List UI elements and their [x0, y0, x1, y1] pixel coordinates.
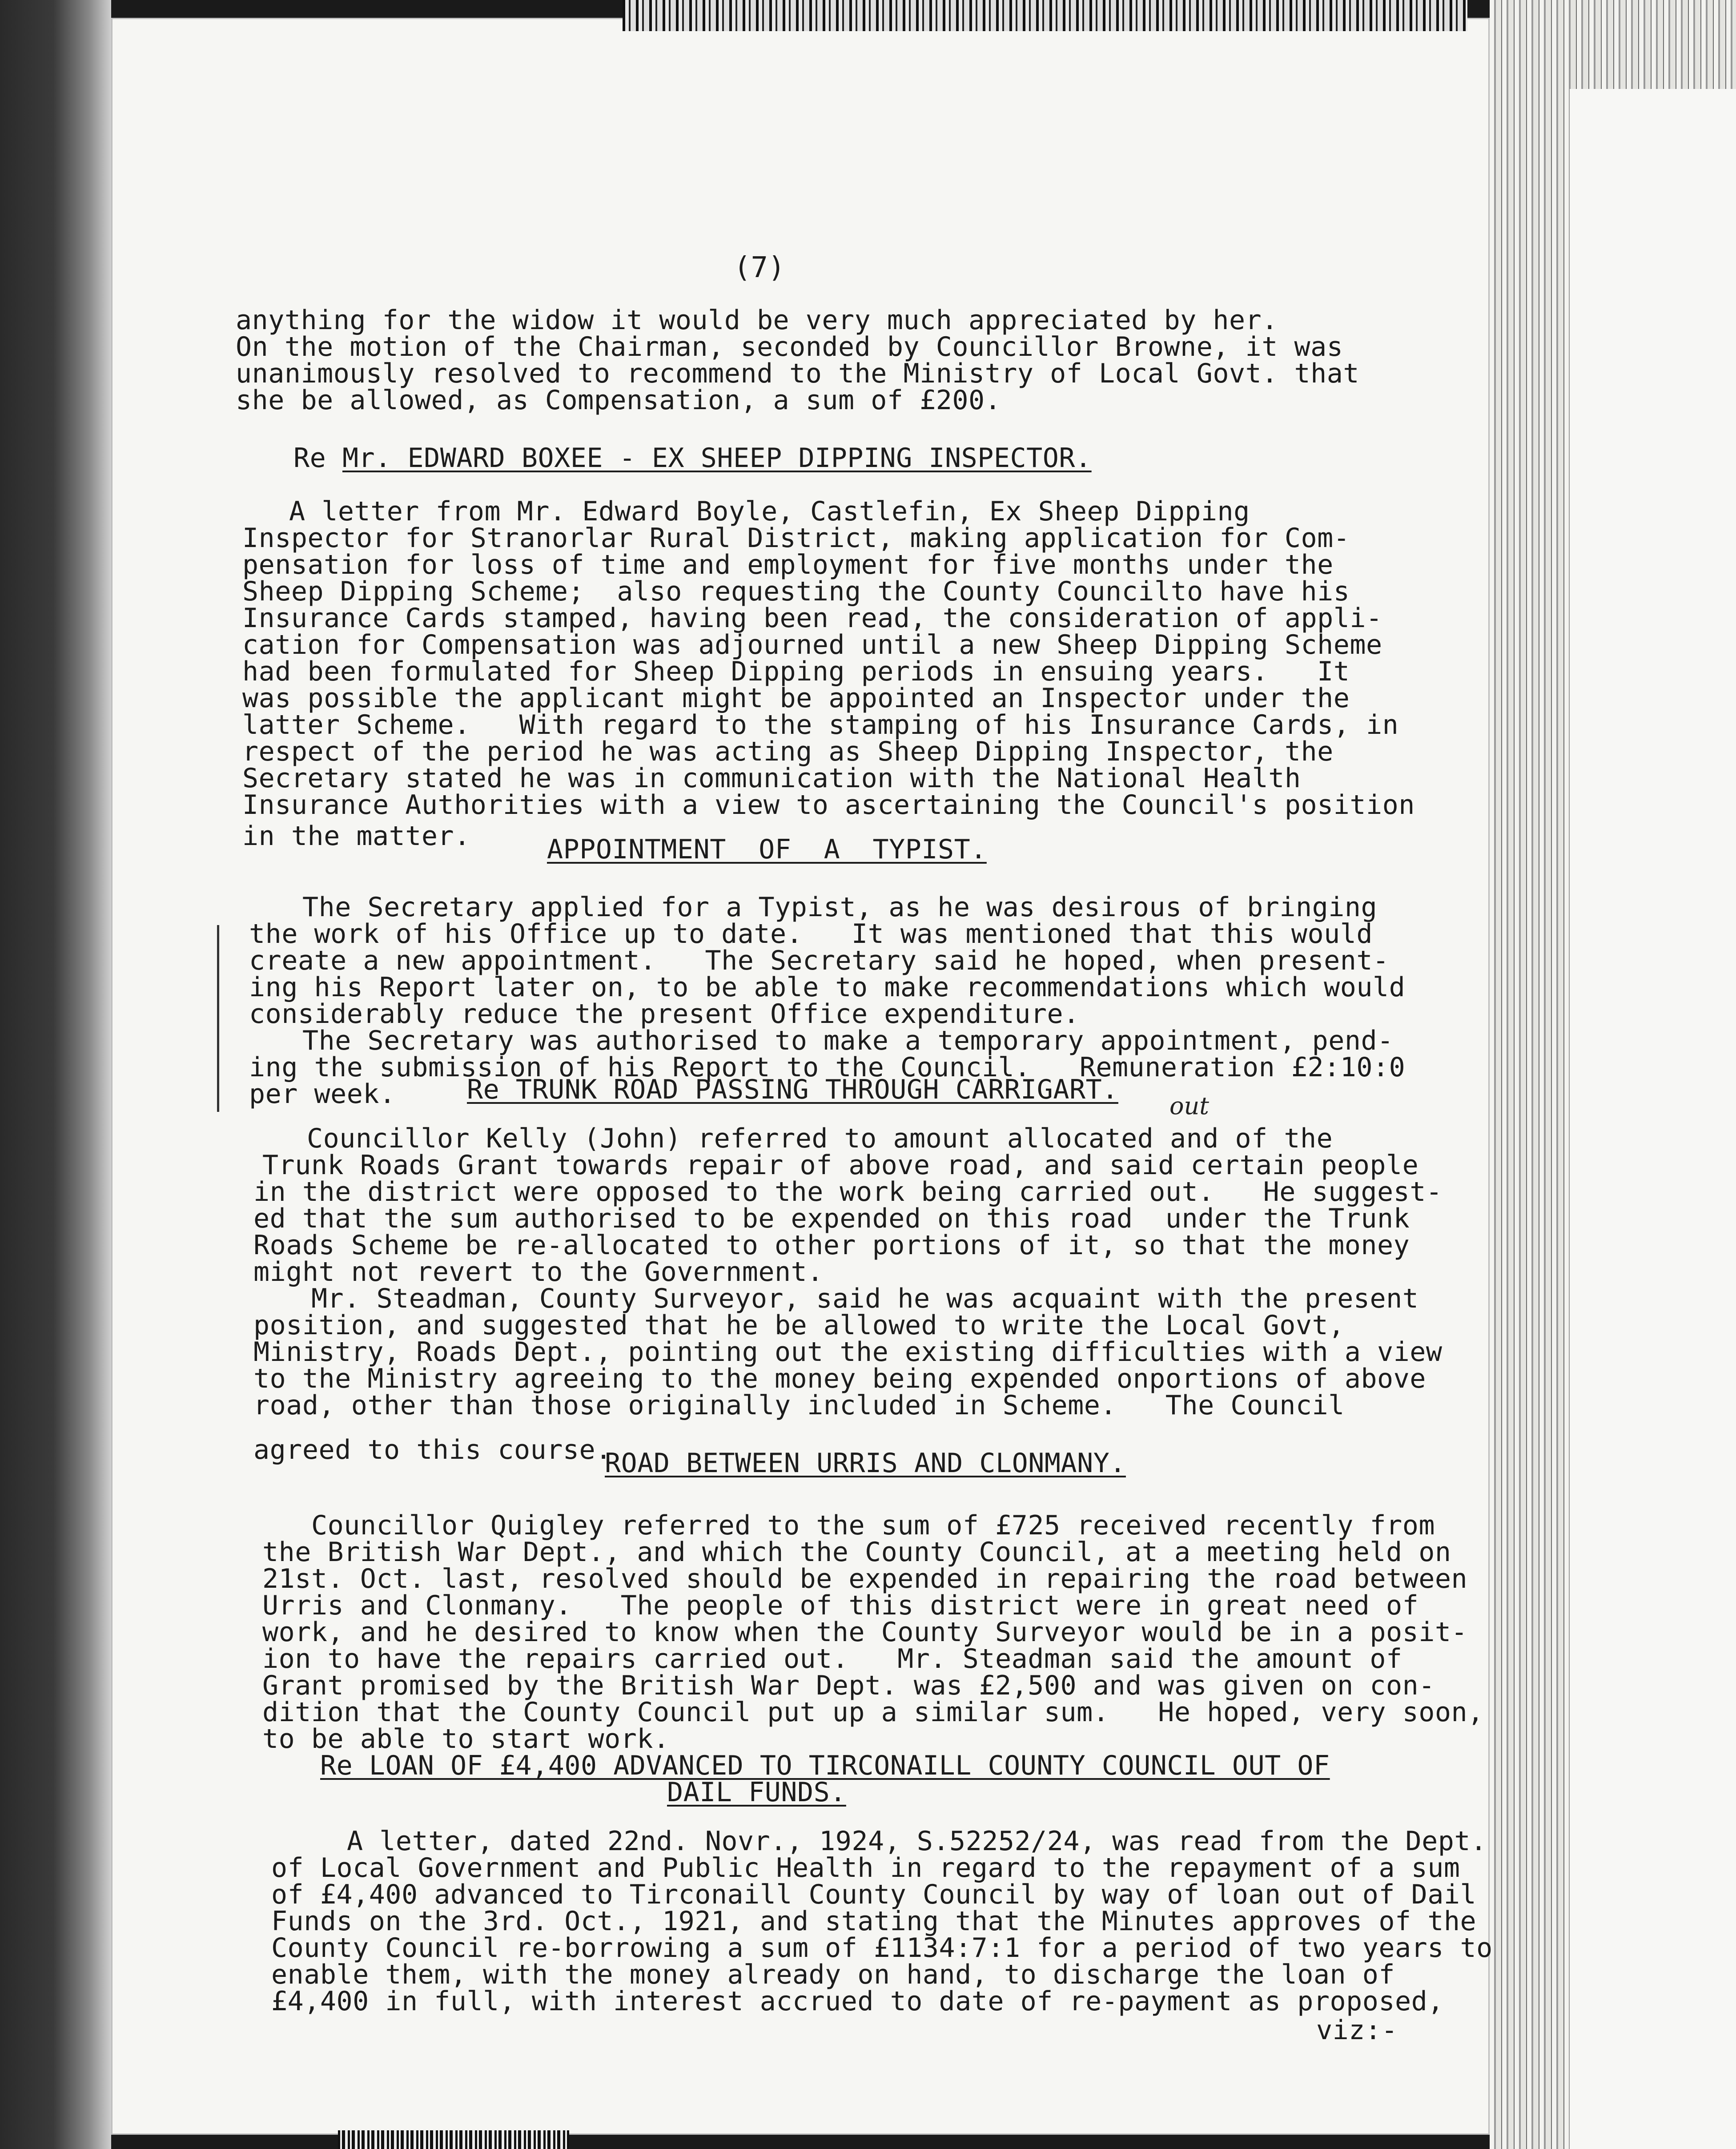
text-line: A letter from Mr. Edward Boyle, Castlefin, Ex Sheep Dipping [289, 496, 1250, 527]
text-line: Urris and Clonmany. The people of this district were in great need of [262, 1590, 1419, 1621]
text-line: to the Ministry agreeing to the money being expended onportions of above [253, 1363, 1426, 1394]
text-line: the work of his Office up to date. It was mentioned that this would [249, 918, 1373, 950]
text-line: viz:- [1316, 2015, 1398, 2046]
page-number: (7) [734, 251, 785, 284]
text-line: ing his Report later on, to be able to make recommendations which would [249, 972, 1406, 1003]
text-line: considerably reduce the present Office expenditure. [249, 998, 1080, 1030]
text-line: latter Scheme. With regard to the stamping of his Insurance Cards, in [242, 709, 1399, 740]
text-line: ing the submission of his Report to the Council. Remuneration £2:10:0 [249, 1052, 1406, 1083]
text-line: work, and he desired to know when the County Surveyor would be in a posit- [262, 1617, 1468, 1648]
text-line: 21st. Oct. last, resolved should be expended in repairing the road between [262, 1563, 1468, 1594]
text-line: of Local Government and Public Health in regard to the repayment of a sum [271, 1852, 1460, 1883]
text-line: ion to have the repairs carried out. Mr. Steadman said the amount of [262, 1643, 1402, 1674]
text-line: road, other than those originally included in Scheme. The Council [253, 1390, 1345, 1421]
text-line: pensation for loss of time and employment for five months under the [242, 549, 1334, 580]
section-heading: Re TRUNK ROAD PASSING THROUGH CARRIGART. [467, 1074, 1118, 1105]
text-line: ed that the sum authorised to be expended on this road under the Trunk [253, 1203, 1410, 1234]
text-line: The Secretary was authorised to make a temporary appointment, pend- [302, 1025, 1394, 1056]
text-line: create a new appointment. The Secretary said he hoped, when present- [249, 945, 1389, 976]
text-line: dition that the County Council put up a similar sum. He hoped, very soon, [262, 1697, 1484, 1728]
text-line: in the matter. [242, 821, 470, 852]
text-line: was possible the applicant might be appointed an Inspector under the [242, 683, 1350, 714]
text-line: Secretary stated he was in communication with the National Health [242, 763, 1301, 794]
text-line: On the motion of the Chairman, seconded by Councillor Browne, it was [236, 331, 1343, 362]
text-line: Inspector for Stranorlar Rural District, making application for Com- [242, 523, 1350, 554]
text-line: the British War Dept., and which the County Council, at a meeting held on [262, 1537, 1451, 1568]
text-line: Ministry, Roads Dept., pointing out the existing difficulties with a view [253, 1336, 1443, 1368]
section-heading: APPOINTMENT OF A TYPIST. [547, 834, 987, 865]
text-line: Insurance Authorities with a view to ascertaining the Council's position [242, 789, 1415, 821]
section-prefix: Re [293, 443, 342, 474]
text-line: Trunk Roads Grant towards repair of above road, and said certain people [262, 1150, 1419, 1181]
section-heading: ROAD BETWEEN URRIS AND CLONMANY. [605, 1448, 1126, 1479]
text-line: agreed to this course. [253, 1434, 612, 1465]
text-line: Grant promised by the British War Dept. was £2,500 and was given on con- [262, 1670, 1435, 1701]
section-heading-continued: DAIL FUNDS. [667, 1777, 846, 1808]
text-line: Mr. Steadman, County Surveyor, said he was acquaint with the present [311, 1283, 1419, 1314]
text-line: Sheep Dipping Scheme; also requesting the County Councilto have his [242, 576, 1350, 607]
text-line: Councillor Kelly (John) referred to amount allocated and of the [307, 1123, 1333, 1154]
text-line: The Secretary applied for a Typist, as he was desirous of bringing [302, 892, 1378, 923]
text-line: Roads Scheme be re-allocated to other portions of it, so that the money [253, 1230, 1410, 1261]
section-heading: Re LOAN OF £4,400 ADVANCED TO TIRCONAILL COUNTY COUNCIL OUT OF [320, 1750, 1330, 1781]
text-line: anything for the widow it would be very much appreciated by her. [236, 305, 1278, 336]
text-line: position, and suggested that he be allowed to write the Local Govt, [253, 1310, 1345, 1341]
handwritten-correction: out [1169, 1092, 1209, 1120]
text-line: Funds on the 3rd. Oct., 1921, and stating that the Minutes approves of the [271, 1906, 1477, 1937]
text-line: of £4,400 advanced to Tirconaill County Council by way of loan out of Dail [271, 1879, 1477, 1910]
section-heading: Mr. EDWARD BOXEE - EX SHEEP DIPPING INSPECTOR. [342, 443, 1092, 474]
text-line: had been formulated for Sheep Dipping periods in ensuing years. It [242, 656, 1350, 687]
text-line: cation for Compensation was adjourned until a new Sheep Dipping Scheme [242, 629, 1382, 660]
text-line: Insurance Cards stamped, having been read, the consideration of appli- [242, 603, 1382, 634]
text-line: £4,400 in full, with interest accrued to date of re-payment as proposed, [271, 1986, 1444, 2017]
text-line: in the district were opposed to the work being carried out. He suggest- [253, 1176, 1443, 1207]
text-line: County Council re-borrowing a sum of £1134:7:1 for a period of two years to [271, 1932, 1493, 1964]
text-line: might not revert to the Government. [253, 1256, 824, 1288]
text-line: A letter, dated 22nd. Novr., 1924, S.52252/24, was read from the Dept. [347, 1826, 1487, 1857]
text-line: respect of the period he was acting as Sheep Dipping Inspector, the [242, 736, 1334, 767]
text-line: unanimously resolved to recommend to the Ministry of Local Govt. that [236, 358, 1359, 389]
text-line: enable them, with the money already on hand, to discharge the loan of [271, 1959, 1395, 1990]
text-line: per week. [249, 1079, 396, 1110]
text-line: Councillor Quigley referred to the sum of £725 received recently from [311, 1510, 1435, 1541]
text-line: she be allowed, as Compensation, a sum of £200. [236, 385, 1001, 416]
text-line: to be able to start work. [262, 1723, 670, 1755]
margin-bracket [217, 925, 223, 1112]
